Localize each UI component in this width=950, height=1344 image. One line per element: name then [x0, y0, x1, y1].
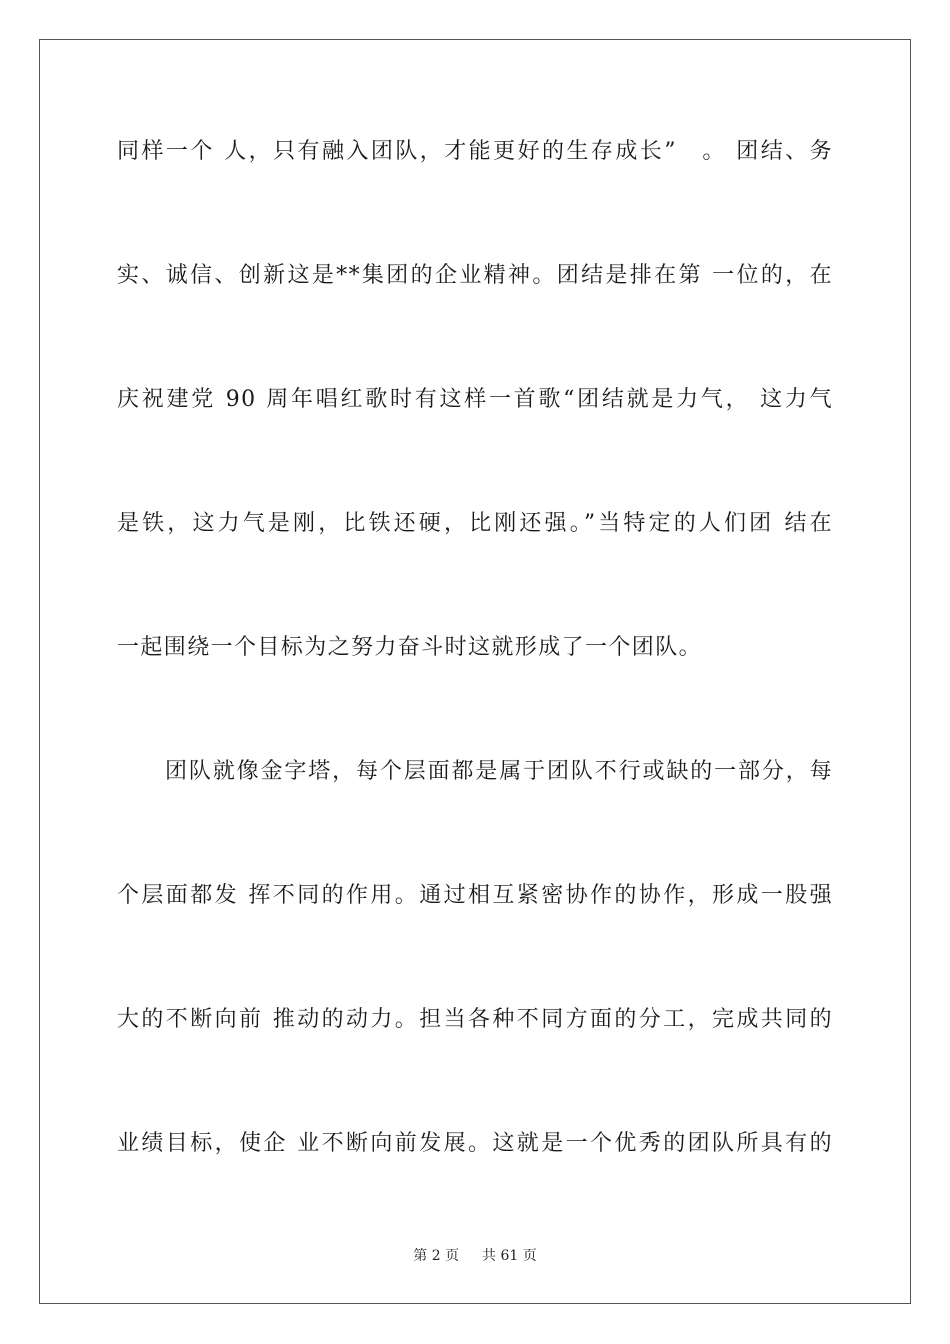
page-footer — [0, 1247, 950, 1265]
page-number: 第 2 页 — [413, 1248, 460, 1264]
text-line-5: 一起围绕一个目标为之努力奋斗时这就形成了一个团队。 — [117, 635, 703, 660]
text-line-6-paragraph-start: 团队就像金字塔，每个层面都是属于团队不行或缺的一部分，每 — [165, 759, 833, 784]
text-line-7: 个层面都发 挥不同的作用。通过相互紧密协作的协作，形成一股强 — [117, 883, 833, 908]
text-line-2: 实、诚信、创新这是**集团的企业精神。团结是排在第 一位的，在 — [117, 263, 833, 288]
text-line-8: 大的不断向前 推动的动力。担当各种不同方面的分工，完成共同的 — [117, 1007, 833, 1032]
text-line-3: 庆祝建党 90 周年唱红歌时有这样一首歌“团结就是力气， 这力气 — [117, 387, 833, 412]
text-line-4: 是铁，这力气是刚，比铁还硬，比刚还强。”当特定的人们团 结在 — [117, 511, 833, 536]
text-line-1: 同样一个 人，只有融入团队，才能更好的生存成长” 。 团结、务 — [117, 139, 833, 164]
page-total: 共 61 页 — [482, 1248, 537, 1264]
text-line-9: 业绩目标，使企 业不断向前发展。这就是一个优秀的团队所具有的 — [117, 1131, 833, 1156]
page-border — [39, 39, 911, 1304]
